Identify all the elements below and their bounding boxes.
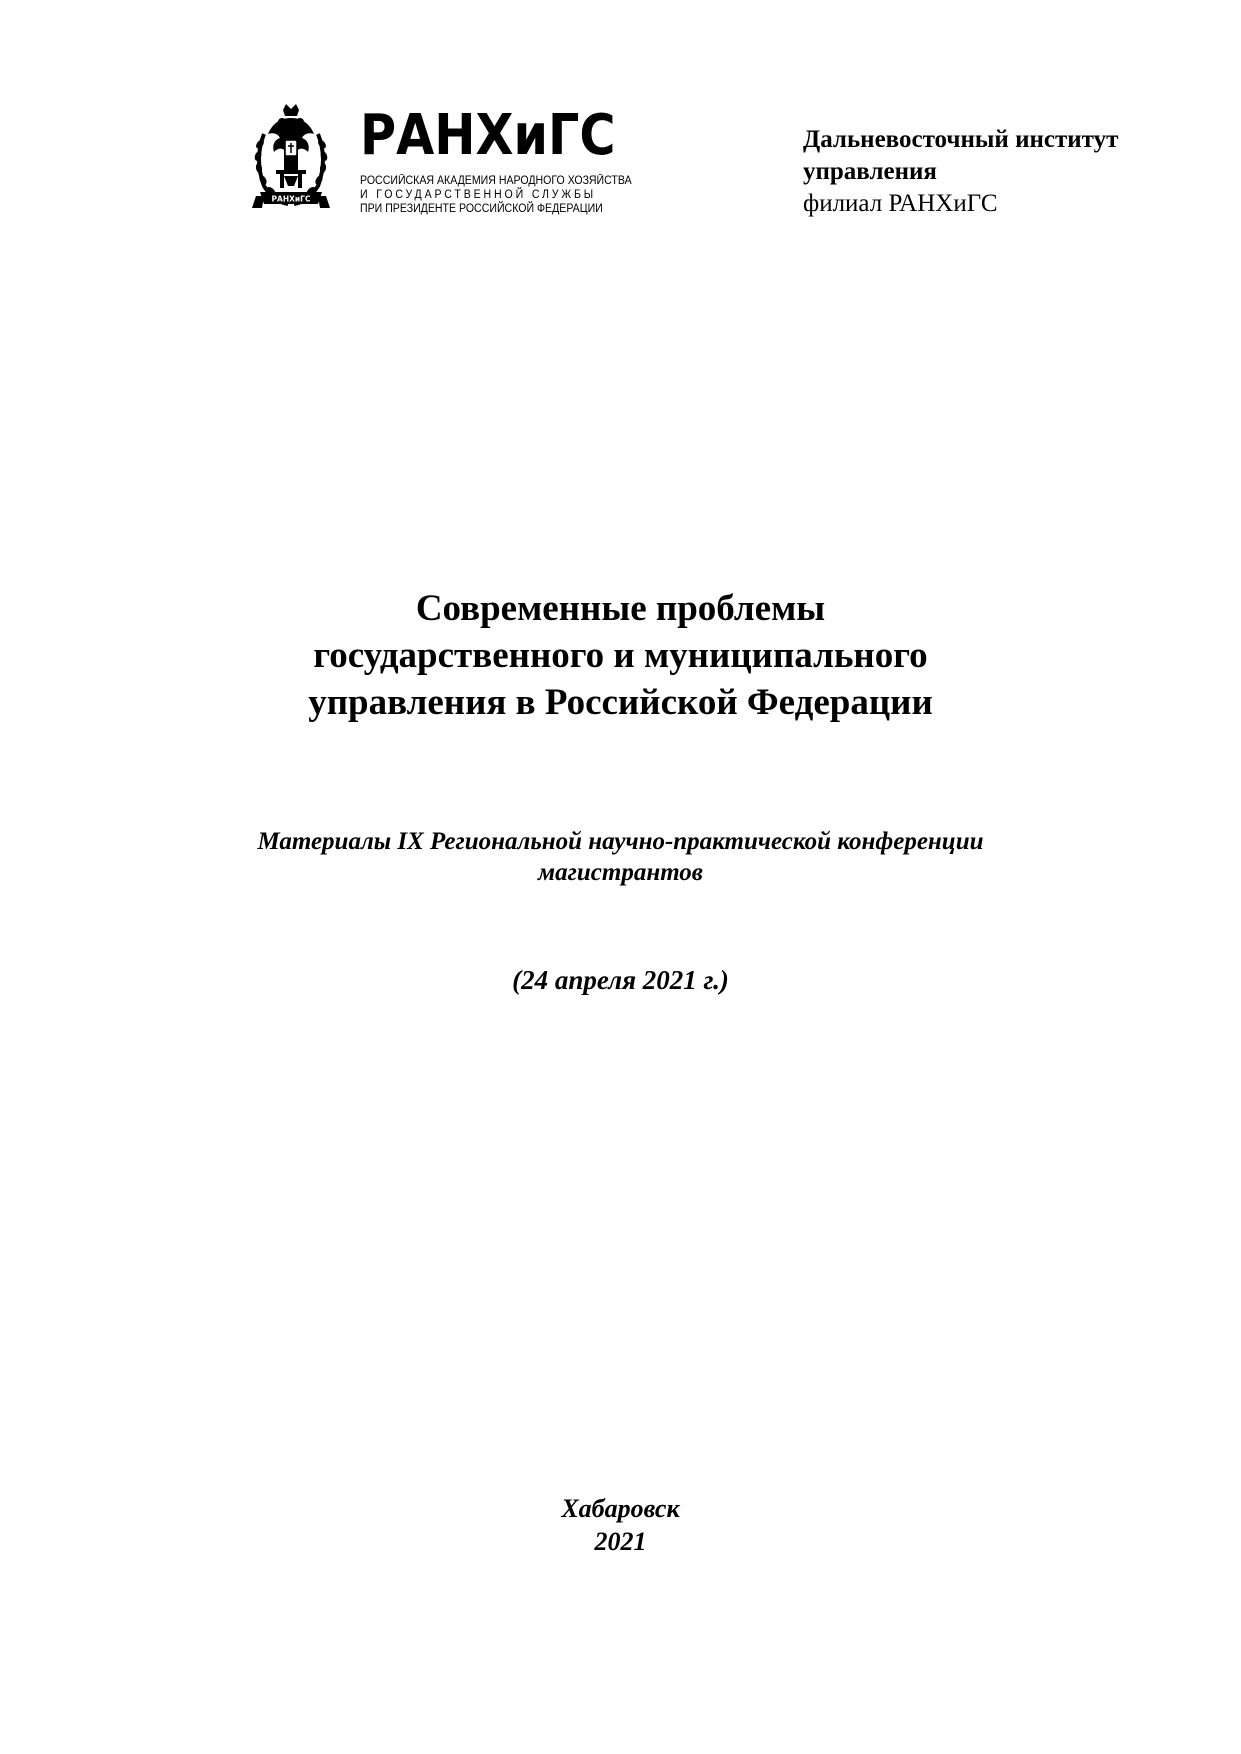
conference-date: (24 апреля 2021 г.) [512,965,729,995]
emblem-ribbon-text: РАНХиГС [271,194,311,204]
institute-line-1: Дальневосточный институт [803,126,1119,153]
logo-subtitle [360,174,632,216]
logo-text-block [360,103,632,216]
ranepa-logo [250,100,632,220]
logo-subtitle-line-2: И ГОСУДАРСТВЕННОЙ СЛУЖБЫ [360,189,597,201]
document-title [0,585,1241,726]
title-line-1: Современные проблемы [415,588,826,629]
double-headed-eagle-emblem-icon [250,104,332,216]
publication-year: 2021 [594,1527,647,1556]
conference-subtitle [0,826,1241,888]
institute-line-2: управления [803,158,937,185]
logo-acronym: РАНХиГС [360,103,616,168]
institute-name-block [803,124,1203,220]
publication-city: Хабаровск [561,1494,680,1523]
conference-subtitle-line-1: Материалы IX Региональной научно-практической конференции [257,828,984,855]
logo-subtitle-line-1: РОССИЙСКАЯ АКАДЕМИЯ НАРОДНОГО ХОЗЯЙСТВА [360,175,632,187]
conference-subtitle-line-2: магистрантов [538,859,703,886]
institute-line-3: филиал РАНХиГС [803,190,998,217]
title-line-2: государственного и муниципального [313,635,928,676]
publication-place-year [0,1492,1241,1558]
logo-subtitle-line-3: ПРИ ПРЕЗИДЕНТЕ РОССИЙСКОЙ ФЕДЕРАЦИИ [360,203,603,215]
title-line-3: управления в Российской Федерации [308,682,933,723]
